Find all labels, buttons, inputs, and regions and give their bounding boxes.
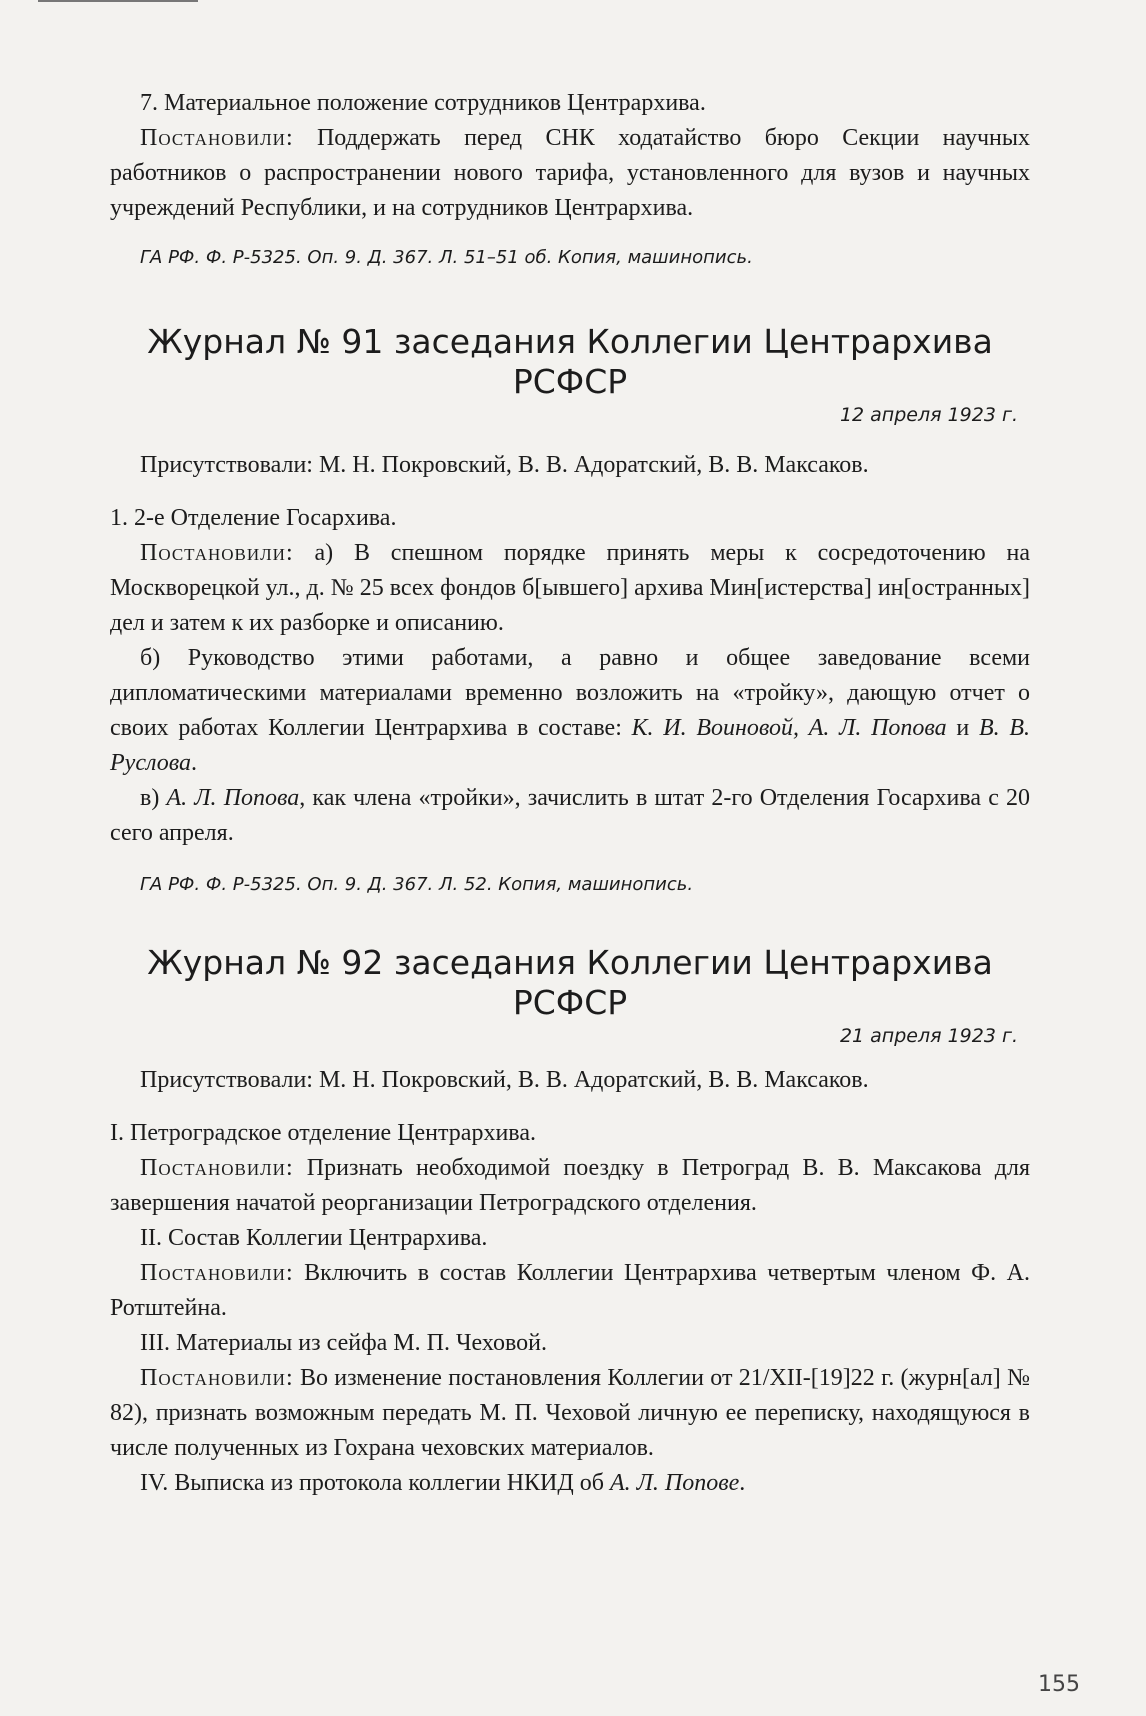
journal-91-date: 12 апреля 1923 г. <box>839 404 1018 426</box>
resolution-text: , как члена «тройки», зачислить в штат 2-го Отделения Госархива с 20 сего апреля. <box>110 785 1031 846</box>
page-number: 155 <box>1038 1672 1080 1697</box>
page-body <box>110 86 1030 1501</box>
journal-92-resolution-1 <box>110 1151 1030 1221</box>
resolution-7 <box>110 121 1030 226</box>
resolution-label: Постановили: <box>140 1260 294 1286</box>
journal-92-item-1: I. Петроградское отделение Центрархива. <box>110 1120 536 1146</box>
journal-91-title: Журнал № 91 заседания Коллегии Центрархива РСФСР <box>147 322 993 401</box>
journal-92-item-4 <box>110 1466 1030 1501</box>
item-text: IV. Выписка из протокола коллегии НКИД об <box>140 1470 610 1496</box>
journal-91-item-1: 1. 2-е Отделение Госархива. <box>110 505 397 531</box>
person-name: А. Л. Попова <box>166 785 300 811</box>
punctuation: . <box>190 750 197 776</box>
resolution-label: Постановили: <box>140 1155 294 1181</box>
resolution-label: Постановили: <box>140 125 294 151</box>
resolution-text: Включить в состав Коллегии Центрархива четвертым членом Ф. А. Ротштейна. <box>110 1260 1030 1321</box>
resolution-text: Во изменение постановления Коллегии от 21/XII-[19]22 г. (журн[ал] № 82), признать возможным передать М. П. Чеховой личную ее переписку, находящуюся в числе полученных из Гохрана чеховских материалов. <box>110 1365 1030 1461</box>
item-7: 7. Материальное положение сотрудников Центрархива. <box>140 90 706 116</box>
journal-91-resolution-a <box>110 536 1030 641</box>
archive-source: ГА РФ. Ф. Р-5325. Оп. 9. Д. 367. Л. 51–51 об. Копия, машинопись. <box>140 247 753 268</box>
resolution-text: а) В спешном порядке принять меры к сосредоточению на Москворецкой ул., д. № 25 всех фондов б[ывшего] архива Мин[истерства] ин[остранных] дел и затем к их разборке и описанию. <box>110 540 1030 636</box>
journal-92-item-3: III. Материалы из сейфа М. П. Чеховой. <box>140 1330 547 1356</box>
journal-92-item-2: II. Состав Коллегии Центрархива. <box>140 1225 488 1251</box>
top-rule <box>38 0 198 2</box>
journal-92-resolution-2 <box>110 1256 1030 1326</box>
punctuation: . <box>739 1470 746 1496</box>
journal-91-source: ГА РФ. Ф. Р-5325. Оп. 9. Д. 367. Л. 52. Копия, машинопись. <box>140 874 694 895</box>
person-name: В. В. Руслова <box>110 715 1031 776</box>
person-names: К. И. Воиновой, А. Л. Попова <box>631 715 947 741</box>
journal-91-resolution-c <box>110 781 1030 851</box>
journal-92-resolution-3 <box>110 1361 1030 1466</box>
journal-91-resolution-b <box>110 641 1030 781</box>
resolution-label: Постановили: <box>140 540 294 566</box>
journal-92-date: 21 апреля 1923 г. <box>839 1025 1018 1047</box>
person-name: А. Л. Попове <box>609 1470 740 1496</box>
journal-92-present: Присутствовали: М. Н. Покровский, В. В. Адоратский, В. В. Максаков. <box>140 1067 869 1093</box>
resolution-prefix: в) <box>140 785 167 811</box>
resolution-text: Признать необходимой поездку в Петроград В. В. Максакова для завершения начатой реорганизации Петроградского отделения. <box>110 1155 1030 1216</box>
resolution-label: Постановили: <box>140 1365 294 1391</box>
conjunction: и <box>946 715 979 741</box>
journal-92-title: Журнал № 92 заседания Коллегии Центрархива РСФСР <box>147 943 993 1022</box>
resolution-text: Поддержать перед СНК ходатайство бюро Секции научных работников о распространении нового тарифа, установленного для вузов и научных учреждений Республики, и на сотрудников Центрархива. <box>110 125 1030 221</box>
journal-91-present: Присутствовали: М. Н. Покровский, В. В. Адоратский, В. В. Максаков. <box>140 452 869 478</box>
resolution-text: б) Руководство этими работами, а равно и общее заведование всеми дипломатическими материалами временно возложить на «тройку», дающую отчет о своих работах Коллегии Центрархива в составе: <box>110 645 1030 741</box>
